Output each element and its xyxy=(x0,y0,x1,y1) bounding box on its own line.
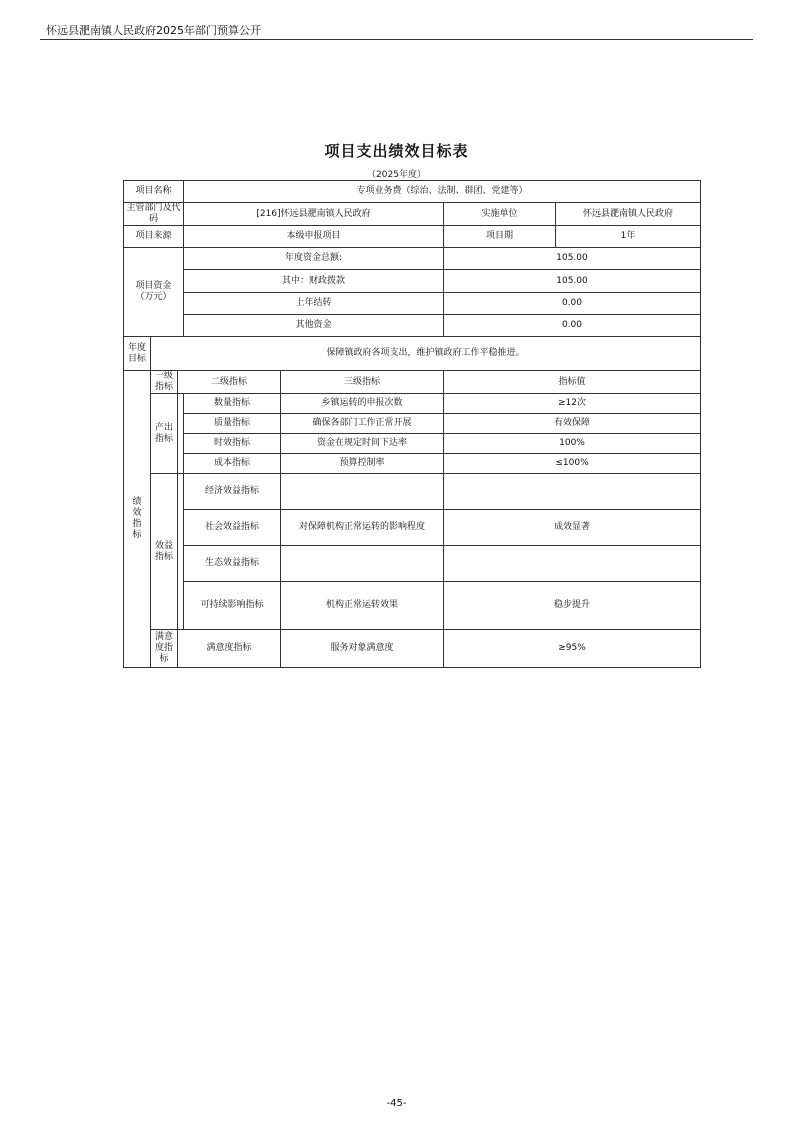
benefit-level2: 生态效益指标 xyxy=(184,546,281,582)
benefit-level3 xyxy=(281,546,444,582)
fund-label-line2: （万元） xyxy=(135,292,172,302)
output-row xyxy=(124,394,701,414)
satisfaction-row xyxy=(124,630,701,668)
row-source xyxy=(124,226,701,248)
benefit-value xyxy=(444,546,701,582)
performance-label-char2: 效 xyxy=(132,508,142,518)
fund-fiscal-value: 105.00 xyxy=(444,270,701,293)
annual-goal-label xyxy=(124,337,151,371)
fund-carry-label: 上年结转 xyxy=(184,293,444,315)
fund-label-line1: 项目资金 xyxy=(135,281,172,291)
output-label xyxy=(151,394,178,474)
table-year: （2025年度） xyxy=(367,170,426,180)
output-level2: 质量指标 xyxy=(184,414,281,434)
benefit-row xyxy=(124,510,701,546)
row-fund-fiscal xyxy=(124,270,701,293)
benefit-level2: 经济效益指标 xyxy=(184,474,281,510)
benefit-value: 成效显著 xyxy=(444,510,701,546)
row-fund-carry xyxy=(124,293,701,315)
level1-header-line1: 一级 xyxy=(154,371,173,381)
benefit-value: 稳步提升 xyxy=(444,582,701,630)
performance-label-char4: 标 xyxy=(132,530,142,540)
annual-goal-label-line1: 年度 xyxy=(127,342,146,353)
output-row xyxy=(124,454,701,474)
benefit-row xyxy=(124,582,701,630)
level3-header: 三级指标 xyxy=(281,371,444,394)
fund-other-label: 其他资金 xyxy=(184,315,444,337)
source-label: 项目来源 xyxy=(124,226,184,248)
output-level3: 确保各部门工作正常开展 xyxy=(281,414,444,434)
fund-label xyxy=(124,248,184,337)
output-level3: 资金在规定时间下达率 xyxy=(281,434,444,454)
output-value: 有效保障 xyxy=(444,414,701,434)
row-annual-goal xyxy=(124,337,701,371)
period-label: 项目期 xyxy=(444,226,556,248)
benefit-level2: 可持续影响指标 xyxy=(184,582,281,630)
value-header: 指标值 xyxy=(444,371,701,394)
performance-target-table xyxy=(123,180,701,668)
benefit-level3 xyxy=(281,474,444,510)
output-level2: 时效指标 xyxy=(184,434,281,454)
output-level3: 预算控制率 xyxy=(281,454,444,474)
benefit-level3: 机构正常运转效果 xyxy=(281,582,444,630)
row-department xyxy=(124,203,701,226)
row-fund-other xyxy=(124,315,701,337)
benefit-label-line1: 效益 xyxy=(154,540,173,551)
header-divider xyxy=(40,39,753,40)
output-row xyxy=(124,434,701,454)
level1-header xyxy=(151,371,178,394)
project-name-value: 专项业务费（综治、法制、群团、党建等） xyxy=(184,181,701,203)
output-level2: 成本指标 xyxy=(184,454,281,474)
row-fund-total xyxy=(124,248,701,270)
output-label-line1: 产出 xyxy=(154,422,173,433)
annual-goal-label-line2: 目标 xyxy=(127,353,146,364)
benefit-row xyxy=(124,546,701,582)
fund-total-value: 105.00 xyxy=(444,248,701,270)
level1-header-line2: 指标 xyxy=(154,382,173,392)
output-value: ≤100% xyxy=(444,454,701,474)
output-value: ≥12次 xyxy=(444,394,701,414)
benefit-value xyxy=(444,474,701,510)
row-project-name xyxy=(124,181,701,203)
benefit-row xyxy=(124,474,701,510)
output-row xyxy=(124,414,701,434)
project-name-label: 项目名称 xyxy=(124,181,184,203)
period-value: 1年 xyxy=(556,226,701,248)
annual-goal-text: 保障镇政府各项支出，维护镇政府工作平稳推进。 xyxy=(151,337,701,371)
department-value: [216]怀远县淝南镇人民政府 xyxy=(184,203,444,226)
fund-other-value: 0.00 xyxy=(444,315,701,337)
performance-label-char3: 指 xyxy=(132,519,142,529)
level2-header: 二级指标 xyxy=(178,371,281,394)
performance-label-char1: 绩 xyxy=(132,497,142,507)
output-level3: 乡镇运转的申报次数 xyxy=(281,394,444,414)
satisfaction-level3: 服务对象满意度 xyxy=(281,630,444,668)
row-perf-header xyxy=(124,371,701,394)
satisfaction-label-line1: 满意 xyxy=(154,632,173,642)
fund-total-label: 年度资金总额: xyxy=(184,248,444,270)
satisfaction-label xyxy=(151,630,178,668)
source-value: 本级申报项目 xyxy=(184,226,444,248)
satisfaction-value: ≥95% xyxy=(444,630,701,668)
satisfaction-label-line3: 标 xyxy=(159,654,169,664)
benefit-level3: 对保障机构正常运转的影响程度 xyxy=(281,510,444,546)
benefit-label xyxy=(151,474,178,630)
page-header: 怀远县淝南镇人民政府2025年部门预算公开 xyxy=(46,24,261,37)
satisfaction-label-line2: 度指 xyxy=(154,643,173,653)
fund-fiscal-label: 其中：财政拨款 xyxy=(184,270,444,293)
benefit-level2: 社会效益指标 xyxy=(184,510,281,546)
output-level2: 数量指标 xyxy=(184,394,281,414)
output-value: 100% xyxy=(444,434,701,454)
satisfaction-level2: 满意度指标 xyxy=(178,630,281,668)
output-label-line2: 指标 xyxy=(154,433,173,444)
fund-carry-value: 0.00 xyxy=(444,293,701,315)
page-number: -45- xyxy=(386,1098,407,1109)
implementer-label: 实施单位 xyxy=(444,203,556,226)
implementer-value: 怀远县淝南镇人民政府 xyxy=(556,203,701,226)
performance-label xyxy=(124,371,151,668)
benefit-label-line2: 指标 xyxy=(154,551,173,562)
table-title: 项目支出绩效目标表 xyxy=(324,142,469,160)
department-label: 主管部门及代码 xyxy=(124,203,184,226)
